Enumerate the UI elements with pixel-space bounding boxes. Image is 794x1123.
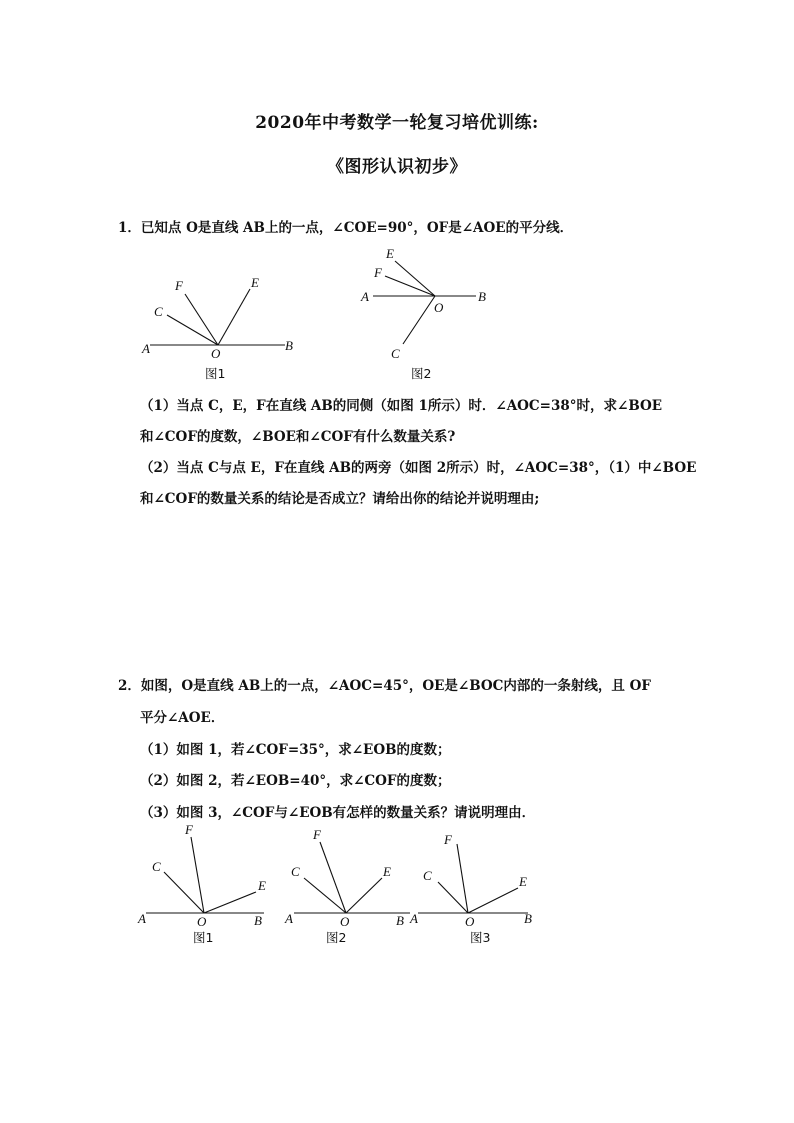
label-A: A (138, 911, 146, 926)
label-O: O (434, 300, 444, 315)
ray-OC (167, 315, 218, 345)
q1-part2-line1: （2）当点 C与点 E，F在直线 AB的两旁（如图 2所示）时，∠AOC=38°，（1）中∠BOE (140, 460, 697, 476)
caption-fig1: 图1 (193, 930, 214, 945)
label-B: B (285, 338, 293, 353)
label-O: O (197, 914, 207, 929)
q2-part2: （2）如图 2，若∠EOB=40°，求∠COF的度数； (140, 773, 451, 789)
label-A: A (142, 341, 150, 356)
label-B: B (254, 913, 262, 928)
label-C: C (391, 346, 400, 361)
ray-OE (204, 892, 256, 913)
q1-stem: 1．已知点 O是直线 AB上的一点，∠COE=90°，OF是∠AOE的平分线． (118, 220, 574, 236)
q2-part1: （1）如图 1，若∠COF=35°，求∠EOB的度数； (140, 742, 451, 758)
label-E: E (519, 874, 527, 889)
ray-OC (403, 296, 435, 344)
q2-figure-2 (282, 824, 417, 946)
title-line-2: 《图形认识初步》 (327, 157, 467, 177)
q1-figure-1 (140, 272, 310, 384)
label-F: F (185, 822, 193, 837)
q1-part1-line2: 和∠COF的度数，∠BOE和∠COF有什么数量关系? (140, 429, 456, 445)
label-B: B (524, 911, 532, 926)
q1-part2-line2: 和∠COF的数量关系的结论是否成立？请给出你的结论并说明理由; (140, 491, 540, 507)
label-A: A (361, 289, 369, 304)
label-C: C (154, 304, 163, 319)
q1-part1-line1: （1）当点 C，E，F在直线 AB的同侧（如图 1所示）时．∠AOC=38°时，求∠BOE (140, 398, 663, 414)
label-E: E (251, 275, 259, 290)
caption-fig2: 图2 (326, 930, 347, 945)
caption-fig3: 图3 (470, 930, 491, 945)
q2-figure-1 (136, 824, 271, 946)
label-O: O (340, 914, 350, 929)
caption-fig1: 图1 (205, 366, 226, 381)
label-C: C (291, 864, 300, 879)
ray-OE (218, 289, 250, 345)
label-A: A (410, 911, 418, 926)
ray-OE (346, 878, 382, 913)
label-B: B (478, 289, 486, 304)
label-O: O (211, 346, 221, 361)
q1-figure-2 (358, 246, 498, 384)
label-A: A (285, 911, 293, 926)
label-F: F (444, 832, 452, 847)
ray-OF (185, 294, 218, 345)
label-F: F (313, 827, 321, 842)
caption-fig2: 图2 (411, 366, 432, 381)
label-C: C (152, 859, 161, 874)
label-F: F (175, 278, 183, 293)
ray-OF (385, 276, 435, 296)
label-E: E (258, 878, 266, 893)
ray-OE (468, 888, 518, 913)
label-E: E (383, 864, 391, 879)
label-E: E (386, 246, 394, 261)
title-line-1: 2020年中考数学一轮复习培优训练: (255, 113, 539, 133)
label-B: B (396, 913, 404, 928)
q2-stem-line1: 2．如图，O是直线 AB上的一点，∠AOC=45°，OE是∠BOC内部的一条射线，且 OF (118, 678, 651, 694)
q2-part3: （3）如图 3，∠COF与∠EOB有怎样的数量关系？请说明理由． (140, 805, 536, 821)
label-F: F (374, 265, 382, 280)
q2-stem-line2: 平分∠AOE． (140, 710, 225, 726)
label-O: O (465, 914, 475, 929)
q2-figure-3 (410, 824, 545, 946)
ray-OE (395, 261, 435, 296)
label-C: C (423, 868, 432, 883)
